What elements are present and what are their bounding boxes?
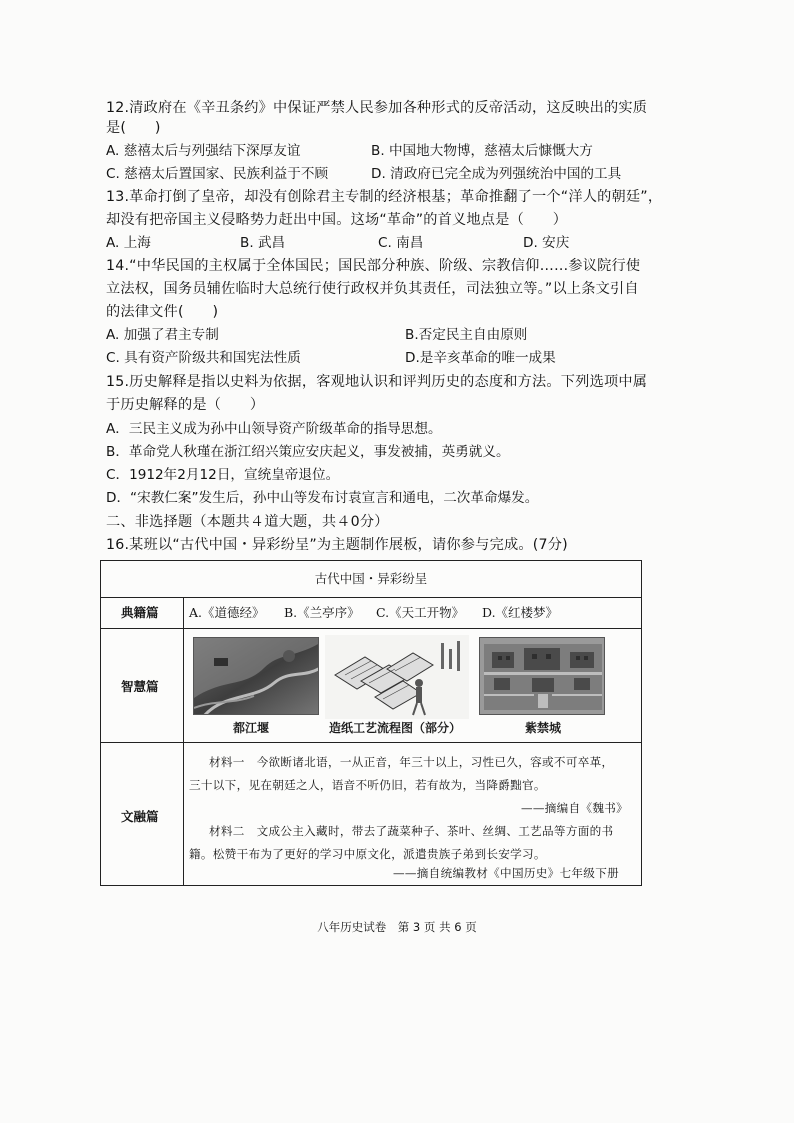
q13-option-b: B. 武昌 [240,235,286,251]
classics-option-c: C.《天工开物》 [376,605,465,620]
q14-option-d: D.是辛亥革命的唯一成果 [405,350,556,366]
q12-stem-line1: 12.清政府在《辛丑条约》中保证严禁人民参加各种形式的反帝活动，这反映出的实质 [106,100,648,116]
table-title: 古代中国・异彩纷呈 [314,571,428,586]
table-divider [101,628,641,629]
table-column-divider [183,597,184,885]
q12-stem-line2: 是( ) [106,120,161,136]
q15-option-c: C．1912年2月12日，宣统皇帝退位。 [106,467,340,483]
section-two-heading: 二、非选择题（本题共４道大题，共４0分） [106,514,389,530]
q13-stem-line1: 13.革命打倒了皇帝，却没有创除君主专制的经济根基；革命推翻了一个“洋人的朝廷”， [106,189,663,205]
q16-stem: 16.某班以“古代中国・异彩纷呈”为主题制作展板，请你参与完成。(7分) [106,537,568,553]
q13-option-c: C. 南昌 [378,235,424,251]
material-one-line2: 三十以下，见在朝廷之人，语音不听仍旧，若有故为，当降爵黜官。 [189,778,546,792]
q14-stem-line2: 立法权，国务员辅佐临时大总统行使行政权并负其责任，司法独立等。”以上条文引自 [106,281,639,297]
papermaking-process-image [325,635,469,719]
dujiangyan-image [193,637,319,715]
page-footer: 八年历史试卷 第 3 页 共 6 页 [317,920,477,934]
q14-stem-line3: 的法律文件( ) [106,304,219,320]
material-two-line1: 材料二 文成公主入藏时，带去了蔬菜种子、茶叶、丝绸、工艺品等方面的书 [209,824,614,838]
classics-option-a: A.《道德经》 [189,605,265,620]
q15-option-a: A．三民主义成为孙中山领导资产阶级革命的指导思想。 [106,421,442,437]
exhibition-board-table [100,560,642,886]
q14-option-c: C. 具有资产阶级共和国宪法性质 [106,350,301,366]
q15-stem-line1: 15.历史解释是指以史料为依据，客观地认识和评判历史的态度和方法。下列选项中属 [106,374,648,390]
table-divider [101,597,641,598]
material-two-line2: 籍。松赞干布为了更好的学习中原文化，派遣贵族子弟到长安学习。 [189,847,546,861]
q15-stem-line2: 于历史解释的是（ ） [106,397,265,413]
forbidden-city-image [479,637,605,715]
table-divider [101,742,641,743]
row-label-cultural-fusion: 文融篇 [121,809,159,824]
q12-option-a: A. 慈禧太后与列强结下深厚友谊 [106,143,301,159]
q12-option-c: C. 慈禧太后置国家、民族利益于不顾 [106,166,329,182]
q12-option-b: B. 中国地大物博，慈禧太后慷慨大方 [371,143,593,159]
classics-option-b: B.《兰亭序》 [284,605,360,620]
caption-papermaking: 造纸工艺流程图（部分） [329,721,462,735]
q13-option-a: A. 上海 [106,235,151,251]
material-one-line1: 材料一 今欲断诸北语，一从正音，年三十以上，习性已久，容或不可卒革， [209,755,614,769]
q15-option-d: D．“宋教仁案”发生后，孙中山等发布讨袁宣言和通电，二次革命爆发。 [106,490,539,506]
q12-option-d: D. 清政府已完全成为列强统治中国的工具 [371,166,622,182]
q14-option-b: B.否定民主自由原则 [405,327,528,343]
q15-option-b: B．革命党人秋瑾在浙江绍兴策应安庆起义，事发被捕，英勇就义。 [106,444,510,460]
classics-option-d: D.《红楼梦》 [482,605,559,620]
material-two-source: ——摘自统编教材《中国历史》七年级下册 [393,866,619,880]
q14-stem-line1: 14.“中华民国的主权属于全体国民；国民部分种族、阶级、宗教信仰……参议院行使 [106,258,641,274]
caption-forbidden-city: 紫禁城 [525,721,562,735]
row-label-classics: 典籍篇 [121,605,159,620]
q13-option-d: D. 安庆 [523,235,570,251]
q13-stem-line2: 却没有把帝国主义侵略势力赶出中国。这场“革命”的首义地点是（ ） [106,212,568,228]
material-one-source: ——摘编自《魏书》 [521,801,629,815]
caption-dujiangyan: 都江堰 [233,721,270,735]
q14-option-a: A. 加强了君主专制 [106,327,219,343]
row-label-wisdom: 智慧篇 [121,679,159,694]
